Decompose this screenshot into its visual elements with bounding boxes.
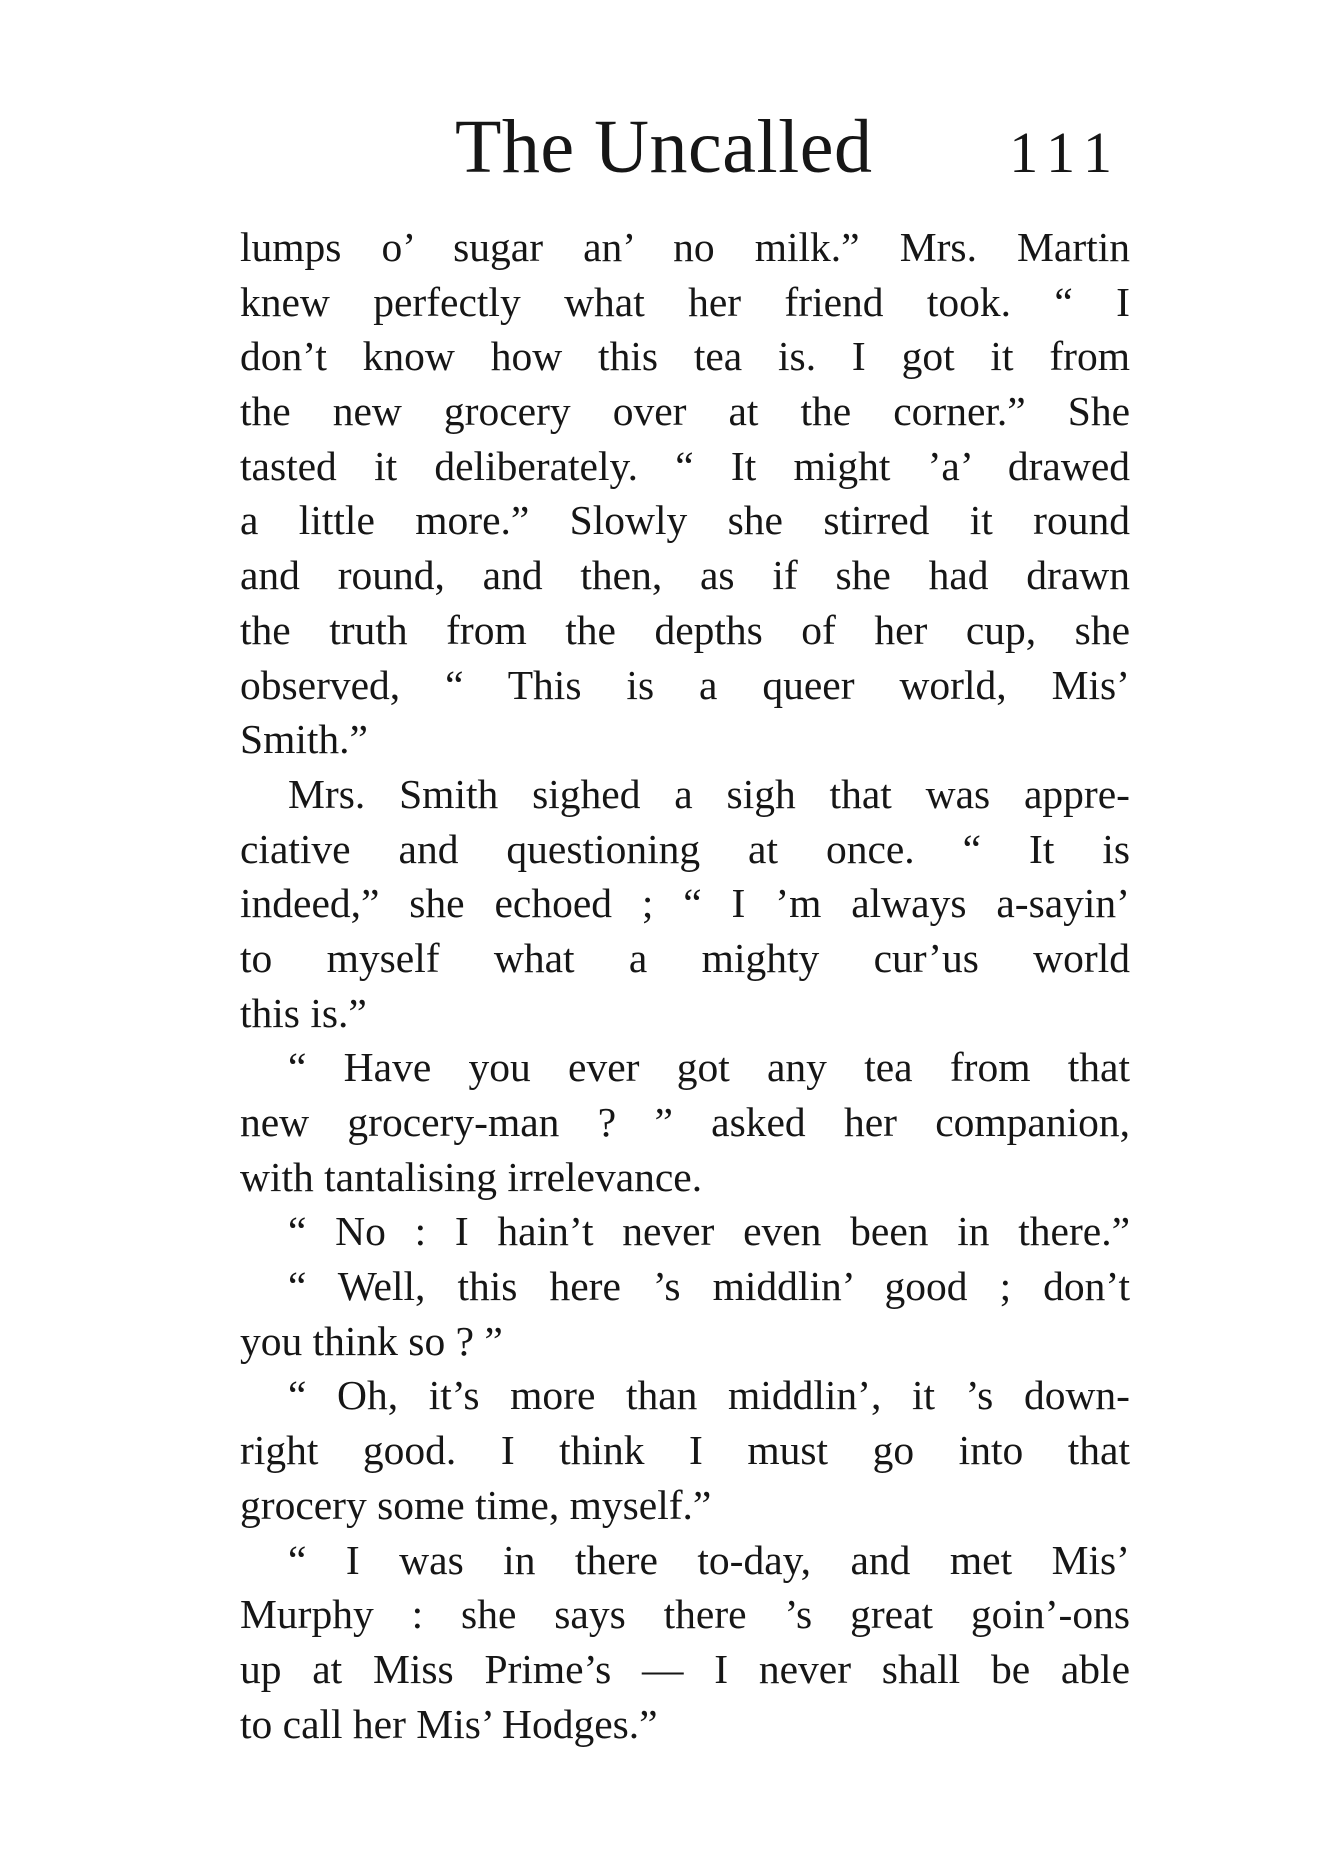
text-line: to myself what a mighty cur’us world — [240, 934, 1130, 981]
text-line: observed, “ This is a queer world, Mis’ — [240, 661, 1130, 708]
text-line: tasted it deliberately. “ It might ’a’ drawed — [240, 442, 1130, 489]
text-line: up at Miss Prime’s — I never shall be able — [240, 1645, 1130, 1692]
text-line: indeed,” she echoed ; “ I ’m always a-sayin’ — [240, 880, 1130, 927]
text-line: you think so ? ” — [240, 1317, 503, 1364]
text-line: knew perfectly what her friend took. “ I — [240, 278, 1130, 325]
text-line: the new grocery over at the corner.” She — [240, 388, 1130, 435]
text-line: the truth from the depths of her cup, she — [240, 606, 1130, 653]
text-line: “ I was in there to-day, and met Mis’ — [288, 1536, 1130, 1583]
text-line: Mrs. Smith sighed a sigh that was appre- — [288, 770, 1130, 817]
text-line: ciative and questioning at once. “ It is — [240, 825, 1130, 872]
text-line: to call her Mis’ Hodges.” — [240, 1700, 658, 1747]
page-header — [240, 102, 1130, 192]
text-line: new grocery-man ? ” asked her companion, — [240, 1099, 1130, 1145]
text-line: don’t know how this tea is. I got it from — [240, 333, 1130, 380]
body-text — [240, 220, 1130, 1751]
text-line: grocery some time, myself.” — [240, 1481, 712, 1528]
text-line: with tantalising irrelevance. — [240, 1153, 703, 1200]
text-line: this is.” — [240, 989, 367, 1036]
text-line: “ Well, this here ’s middlin’ good ; don’t — [288, 1263, 1130, 1310]
text-line: “ Have you ever got any tea from that — [288, 1044, 1130, 1091]
text-line: “ Oh, it’s more than middlin’, it ’s down- — [288, 1372, 1130, 1419]
text-line: Smith.” — [240, 716, 368, 763]
running-title: The Uncalled — [455, 105, 873, 189]
text-line: and round, and then, as if she had drawn — [240, 552, 1130, 599]
text-line: a little more.” Slowly she stirred it round — [240, 497, 1130, 544]
text-line: lumps o’ sugar an’ no milk.” Mrs. Martin — [240, 224, 1130, 270]
text-line: “ No : I hain’t never even been in there.” — [288, 1208, 1130, 1255]
text-line: Murphy : she says there ’s great goin’-ons — [240, 1591, 1130, 1638]
page-number: 111 — [1009, 120, 1122, 185]
text-line: right good. I think I must go into that — [240, 1427, 1130, 1474]
